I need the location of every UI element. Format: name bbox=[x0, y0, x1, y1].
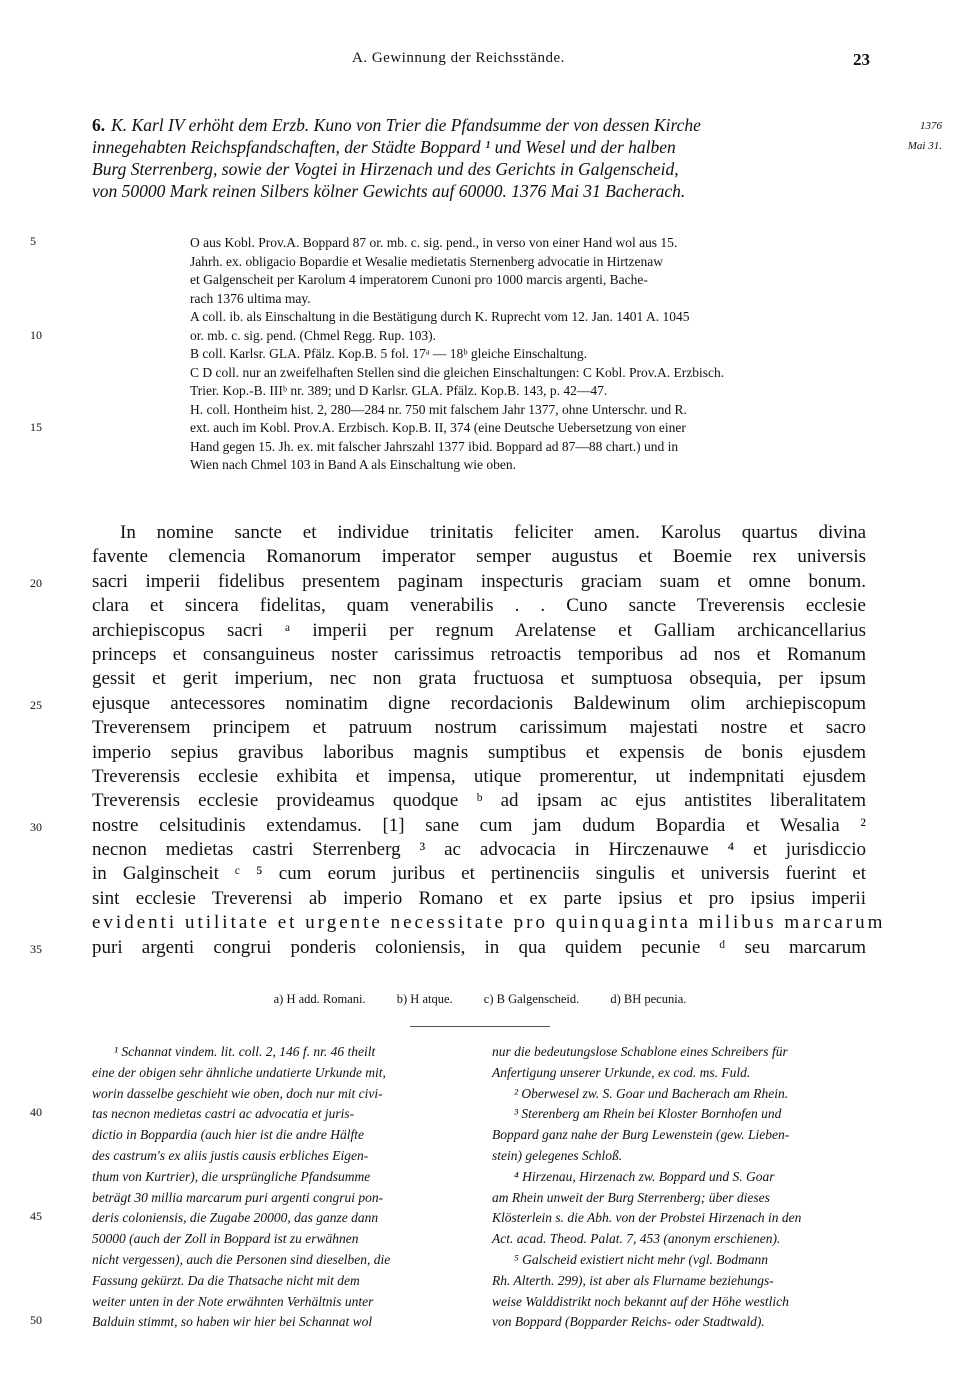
line-number: 25 bbox=[30, 698, 42, 712]
footnote-line: ⁵ Galscheid existiert nicht mehr (vgl. Bodmann bbox=[514, 1251, 769, 1267]
text-line: imperio sepius gravibus laboribus magnis sumptibus et expensis de bonis ejusdem bbox=[92, 741, 866, 763]
footnote-line: thum von Kurtrier), die ursprüngliche Pfandsumme bbox=[92, 1168, 371, 1184]
line-number: 20 bbox=[30, 576, 42, 590]
apparatus-line: et Galgenscheit per Karolum 4 imperatorem Cunoni pro 1000 marcis argenti, Bache- bbox=[190, 272, 648, 287]
text-line: in Galginscheit ᶜ ⁵ cum eorum juribus et pertinenciis singulis et universis fuerint et bbox=[92, 863, 866, 885]
footnote-divider bbox=[410, 1026, 550, 1027]
text-line: In nomine sancte et individue trinitatis feliciter amen. Karolus quartus divina bbox=[120, 522, 866, 543]
apparatus-line: A coll. ib. als Einschaltung in die Bestätigung durch K. Ruprecht vom 12. Jan. 1401 A. 1045 bbox=[190, 309, 690, 324]
apparatus-line: ext. auch im Kobl. Prov.A. Erzbisch. Kop.B. II, 374 (eine Deutsche Uebersetzung von einer bbox=[190, 420, 686, 435]
text-line: Treverensis ecclesie provideamus quodque ᵇ ad ipsam ac ejus antistites liberalitatem bbox=[92, 790, 866, 812]
regest bbox=[92, 114, 880, 202]
text-line: Treverensem principem et patruum nostrum carissimum majestati nostre et sacro bbox=[92, 717, 866, 739]
text-line: Treverensis ecclesie exhibita et impensa, utique promerentur, ut indempnitati ejusdem bbox=[92, 765, 866, 787]
source-apparatus bbox=[190, 234, 880, 475]
footnote-line: ¹ Schannat vindem. lit. coll. 2, 146 f. nr. 46 theilt bbox=[114, 1044, 376, 1059]
footnote-line: dictio in Boppardia (auch hier ist die andre Hälfte bbox=[92, 1127, 364, 1143]
footnote-line: des castrum's ex aliis justis causis erbliches Eigen- bbox=[92, 1147, 369, 1163]
footnote-line: Fassung gekürzt. Da die Thatsache nicht mit dem bbox=[92, 1272, 360, 1288]
line-number: 10 bbox=[30, 328, 42, 342]
apparatus-line: Jahrh. ex. obligacio Bopardie et Wesalie medietatis Sternenberg advocatie in Hirtzenaw bbox=[190, 253, 664, 269]
text-line: evidenti utilitate et urgente necessitate pro quinquaginta milibus marcarum bbox=[92, 912, 886, 934]
apparatus-line: H. coll. Hontheim hist. 2, 280—284 nr. 750 mit falschem Jahr 1377, ohne Unterschr. und R. bbox=[190, 401, 687, 417]
variant-d: d) BH pecunia. bbox=[610, 992, 687, 1006]
regest-line bbox=[92, 114, 880, 136]
running-title: A. Gewinnung der Reichsstände. bbox=[352, 50, 565, 66]
footnote-line: ³ Sterenberg am Rhein bei Kloster Bornhofen und bbox=[514, 1106, 782, 1122]
footnote-line: am Rhein unweit der Burg Sterrenberg; über dieses bbox=[492, 1189, 770, 1205]
line-number: 30 bbox=[30, 820, 42, 834]
footnote-line: Rh. Alterth. 299), ist aber als Flurname beziehungs- bbox=[492, 1272, 774, 1288]
page-number: 23 bbox=[853, 50, 870, 69]
text-line: sacri imperii fidelibus presentem paginam inspecturis graciam suam et omne bonum. bbox=[92, 570, 866, 592]
variant-a: a) H add. Romani. bbox=[273, 992, 366, 1006]
apparatus-line: Trier. Kop.-B. IIIᵇ nr. 389; und D Karlsr. GLA. Pfälz. Kop.B. 143, p. 42—47. bbox=[190, 383, 608, 398]
variant-c: c) B Galgenscheid. bbox=[483, 992, 580, 1006]
apparatus-line: C D coll. nur an zweifelhaften Stellen sind die gleichen Einschaltungen: C Kobl. Prov.A. Erzbisch. bbox=[190, 364, 725, 380]
text-line: ejusque antecessores nominatim digne recordacionis Baldewinum olim archiepiscopum bbox=[92, 692, 866, 714]
regest-number: 6. bbox=[92, 115, 106, 135]
line-number: 45 bbox=[30, 1209, 42, 1223]
text-line: necnon medietas castri Sterrenberg ³ ac advocacia in Hirczenauwe ⁴ et jurisdiccio bbox=[92, 839, 866, 861]
line-number: 35 bbox=[30, 942, 42, 956]
apparatus-line: or. mb. c. sig. pend. (Chmel Regg. Rup. 103). bbox=[190, 327, 436, 343]
footnote-line: weiter unten in der Note erwähnten Verhältnis unter bbox=[92, 1293, 374, 1309]
regest-line: von 50000 Mark reinen Silbers kölner Gewichts auf 60000. 1376 Mai 31 Bacherach. bbox=[92, 181, 686, 201]
footnote-line: von Boppard (Bopparder Reichs- oder Stadtwald). bbox=[492, 1314, 765, 1330]
apparatus-line: B coll. Karlsr. GLA. Pfälz. Kop.B. 5 fol. 17ᵃ — 18ᵇ gleiche Einschaltung. bbox=[190, 346, 588, 361]
footnote-line: weise Walddistrikt noch bekannt auf der Höhe westlich bbox=[492, 1293, 789, 1309]
footnote-line: beträgt 30 millia marcarum puri argenti congrui pon- bbox=[92, 1189, 384, 1205]
footnotes-left bbox=[92, 1042, 470, 1333]
footnote-line: 50000 (auch der Zoll in Boppard ist zu erwähnen bbox=[92, 1231, 359, 1247]
footnote-line: deris coloniensis, die Zugabe 20000, das ganze dann bbox=[92, 1210, 379, 1226]
apparatus-line: Hand gegen 15. Jh. ex. mit falscher Jahrszahl 1377 ibid. Boppard ad 87—88 chart.) und in bbox=[190, 438, 679, 454]
margin-year: 1376 bbox=[920, 120, 942, 132]
text-line: nostre celsitudinis extendamus. [1] sane cum jam dudum Bopardia et Wesalia ² bbox=[92, 814, 866, 836]
footnote-line: ⁴ Hirzenau, Hirzenach zw. Boppard und S. Goar bbox=[514, 1168, 775, 1184]
text-line: favente clemencia Romanorum imperator semper augustus et Boemie rex universis bbox=[92, 546, 866, 568]
footnote-line: eine der obigen sehr ähnliche undatierte Urkunde mit, bbox=[92, 1064, 386, 1080]
footnote-line: Act. acad. Theod. Palat. 7, 453 (anonym erschienen). bbox=[492, 1231, 781, 1247]
text-line: sint ecclesie Treverensi ab imperio Romano et ex parte ipsius et pro ipsius imperii bbox=[92, 887, 866, 909]
footnote-line: nur die bedeutungslose Schablone eines Schreibers für bbox=[492, 1044, 788, 1059]
variant-b: b) H atque. bbox=[396, 992, 453, 1006]
footnote-line: stein) gelegenes Schloß. bbox=[492, 1147, 623, 1163]
regest-text: K. Karl IV erhöht dem Erzb. Kuno von Trier die Pfandsumme der von dessen Kirche bbox=[111, 115, 701, 135]
charter-text bbox=[92, 521, 886, 960]
text-line: gessit et gerit imperium, nec non grata fructuosa et sumptuosa obsequia, per ipsum bbox=[92, 668, 866, 690]
regest-line: innegehabten Reichspfandschaften, der Städte Boppard ¹ und Wesel und der halben bbox=[92, 137, 676, 157]
footnote-line: nicht vergessen), auch die Personen sind dieselben, die bbox=[92, 1251, 391, 1267]
regest-line: Burg Sterrenberg, sowie der Vogtei in Hirzenach und des Gerichts in Galgenscheid, bbox=[92, 159, 679, 179]
margin-day: Mai 31. bbox=[907, 140, 942, 152]
line-number: 15 bbox=[30, 420, 42, 434]
footnote-line: worin dasselbe geschieht wie oben, doch nur mit civi- bbox=[92, 1085, 383, 1101]
footnote-line: ² Oberwesel zw. S. Goar und Bacherach am Rhein. bbox=[514, 1085, 789, 1101]
apparatus-line: rach 1376 ultima may. bbox=[190, 290, 311, 306]
line-number: 50 bbox=[30, 1313, 42, 1327]
text-line: princeps et consanguineus noster carissimus retroactis temporibus ad nos et Romanum bbox=[92, 643, 866, 665]
line-number: 5 bbox=[30, 234, 36, 248]
footnote-line: Boppard ganz nahe der Burg Lewenstein (gew. Lieben- bbox=[492, 1127, 790, 1143]
text-line: puri argenti congrui ponderis coloniensis, in qua quidem pecunie ᵈ seu marcarum bbox=[92, 936, 866, 958]
footnote-line: Balduin stimmt, so haben wir hier bei Schannat wol bbox=[92, 1314, 373, 1330]
variant-readings bbox=[0, 992, 960, 1007]
line-number: 40 bbox=[30, 1105, 42, 1119]
footnotes-right bbox=[492, 1042, 868, 1333]
footnote-line: Klösterlein s. die Abh. von der Probstei Hirzenach in den bbox=[492, 1210, 802, 1226]
text-line: archiepiscopus sacri ᵃ imperii per regnum Arelatense et Galliam archicancellarius bbox=[92, 619, 866, 641]
apparatus-line: O aus Kobl. Prov.A. Boppard 87 or. mb. c. sig. pend., in verso von einer Hand wol aus 15. bbox=[190, 235, 678, 250]
footnote-line: tas necnon medietas castri ac advocatia et juris- bbox=[92, 1106, 355, 1122]
text-line: clara et sincera fidelitas, quam venerabilis . . Cuno sancte Treverensis ecclesie bbox=[92, 595, 866, 617]
apparatus-line: Wien nach Chmel 103 in Band A als Einschaltung wie oben. bbox=[190, 457, 517, 472]
footnote-line: Anfertigung unserer Urkunde, ex cod. ms. Fuld. bbox=[492, 1064, 751, 1080]
